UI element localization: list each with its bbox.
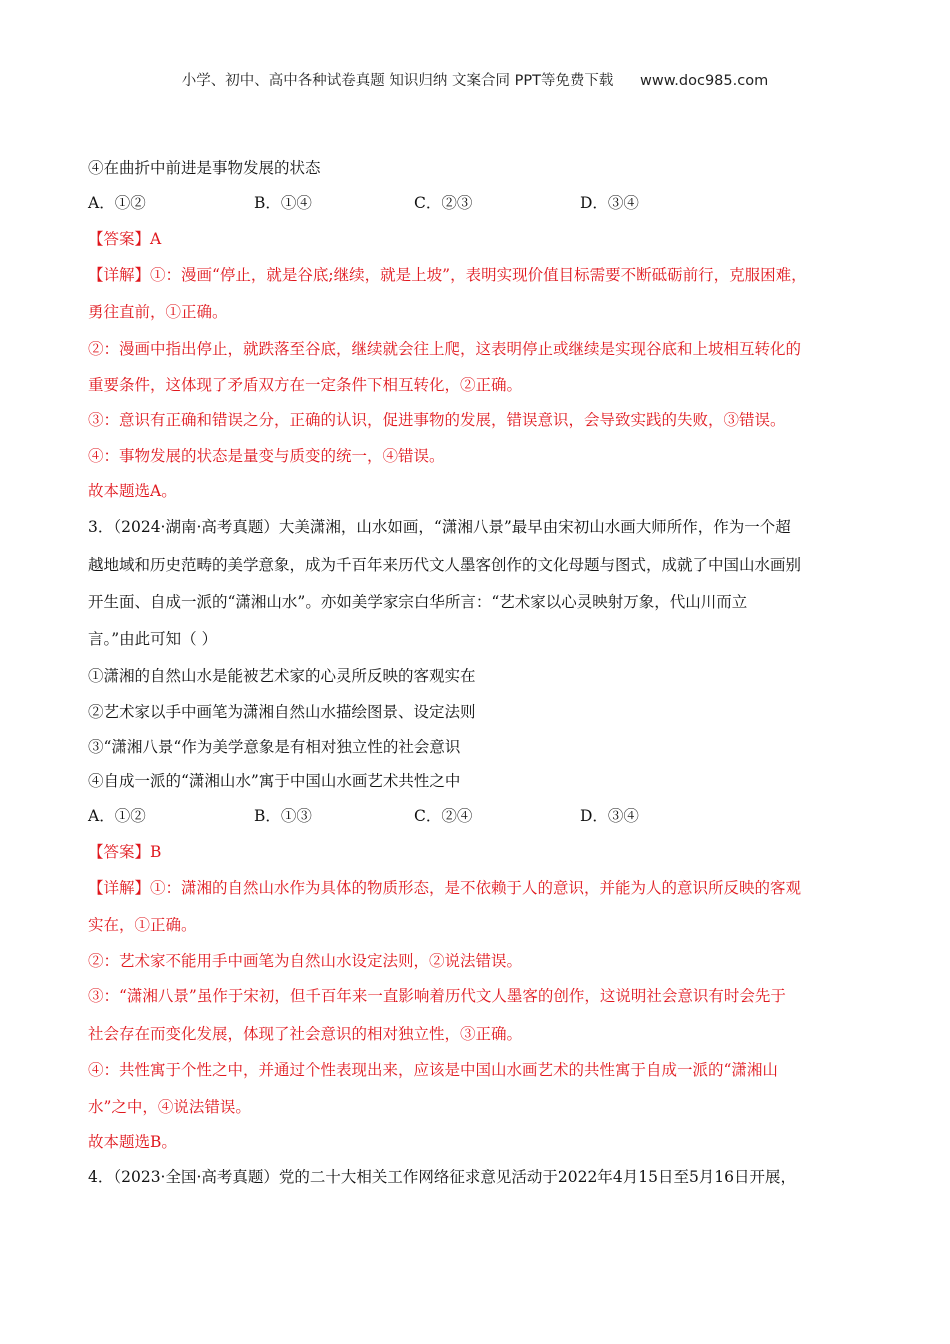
q3-stem-line: 开生面、自成一派的“潇湘山水”。亦如美学家宗白华所言：“艺术家以心灵映射万象，代山川而立 <box>88 593 748 611</box>
q2-explain-line: 重要条件，这体现了矛盾双方在一定条件下相互转化，②正确。 <box>88 376 523 394</box>
q3-statement: ②艺术家以手中画笔为潇湘自然山水描绘图景、设定法则 <box>88 703 476 721</box>
q3-stem-line: 越地域和历史范畴的美学意象，成为千百年来历代文人墨客创作的文化母题与图式，成就了中国山水画别 <box>88 556 802 574</box>
q2-option-a: A．①② <box>88 194 146 212</box>
q3-explain-line: 【详解】①：潇湘的自然山水作为具体的物质形态，是不依赖于人的意识，并能为人的意识所反映的客观 <box>88 879 802 897</box>
q3-option-b: B．①③ <box>254 807 312 825</box>
q3-stem-line: 3．（2024·湖南·高考真题）大美潇湘，山水如画，“潇湘八景”最早由宋初山水画大师所作，作为一个超 <box>88 518 791 536</box>
q3-explain-line: 实在，①正确。 <box>88 916 197 934</box>
q2-explain-line: 【详解】①：漫画“停止，就是谷底;继续，就是上坡”，表明实现价值目标需要不断砥砺前行，克服困难， <box>88 266 807 284</box>
q2-explain-line: ②：漫画中指出停止，就跌落至谷底，继续就会往上爬，这表明停止或继续是实现谷底和上坡相互转化的 <box>88 340 802 358</box>
q3-stem-line: 言。”由此可知（ ） <box>88 630 218 648</box>
q3-options <box>88 806 868 826</box>
q3-statement: ①潇湘的自然山水是能被艺术家的心灵所反映的客观实在 <box>88 667 476 685</box>
q2-option-c: C．②③ <box>414 194 473 212</box>
q3-option-c: C．②④ <box>414 807 473 825</box>
header-site-link[interactable]: www.doc985.com <box>640 73 769 89</box>
q2-options <box>88 193 868 213</box>
q2-explain-line: ④：事物发展的状态是量变与质变的统一，④错误。 <box>88 447 445 465</box>
q2-explain-line: ③：意识有正确和错误之分，正确的认识，促进事物的发展，错误意识，会导致实践的失败，③错误。 <box>88 411 786 429</box>
q3-explain-line: ②：艺术家不能用手中画笔为自然山水设定法则，②说法错误。 <box>88 952 523 970</box>
q3-explain-line: ③：“潇湘八景”虽作于宋初，但千百年来一直影响着历代文人墨客的创作，这说明社会意识有时会先于 <box>88 987 786 1005</box>
q2-conclusion: 故本题选A。 <box>88 482 177 500</box>
q2-answer: 【答案】A <box>88 230 162 248</box>
q2-statement-4: ④在曲折中前进是事物发展的状态 <box>88 159 321 177</box>
header-banner: 小学、初中、高中各种试卷真题 知识归纳 文案合同 PPT等免费下载 <box>181 73 614 89</box>
q3-explain-line: 水”之中，④说法错误。 <box>88 1098 251 1116</box>
q3-statement: ③“潇湘八景“作为美学意象是有相对独立性的社会意识 <box>88 738 461 756</box>
q2-option-b: B．①④ <box>254 194 312 212</box>
q3-option-a: A．①② <box>88 807 146 825</box>
q3-statement: ④自成一派的“潇湘山水”寓于中国山水画艺术共性之中 <box>88 772 461 790</box>
page-header <box>0 69 950 90</box>
q3-explain-line: 社会存在而变化发展，体现了社会意识的相对独立性，③正确。 <box>88 1025 523 1043</box>
q3-option-d: D．③④ <box>580 807 639 825</box>
q3-explain-line: ④：共性寓于个性之中，并通过个性表现出来，应该是中国山水画艺术的共性寓于自成一派的“潇湘山 <box>88 1061 778 1079</box>
q4-stem-line: 4．（2023·全国·高考真题）党的二十大相关工作网络征求意见活动于2022年4月15日至5月16日开展， <box>88 1168 797 1186</box>
q3-answer: 【答案】B <box>88 843 162 861</box>
q2-explain-line: 勇往直前，①正确。 <box>88 303 228 321</box>
q3-conclusion: 故本题选B。 <box>88 1133 177 1151</box>
q2-option-d: D．③④ <box>580 194 639 212</box>
